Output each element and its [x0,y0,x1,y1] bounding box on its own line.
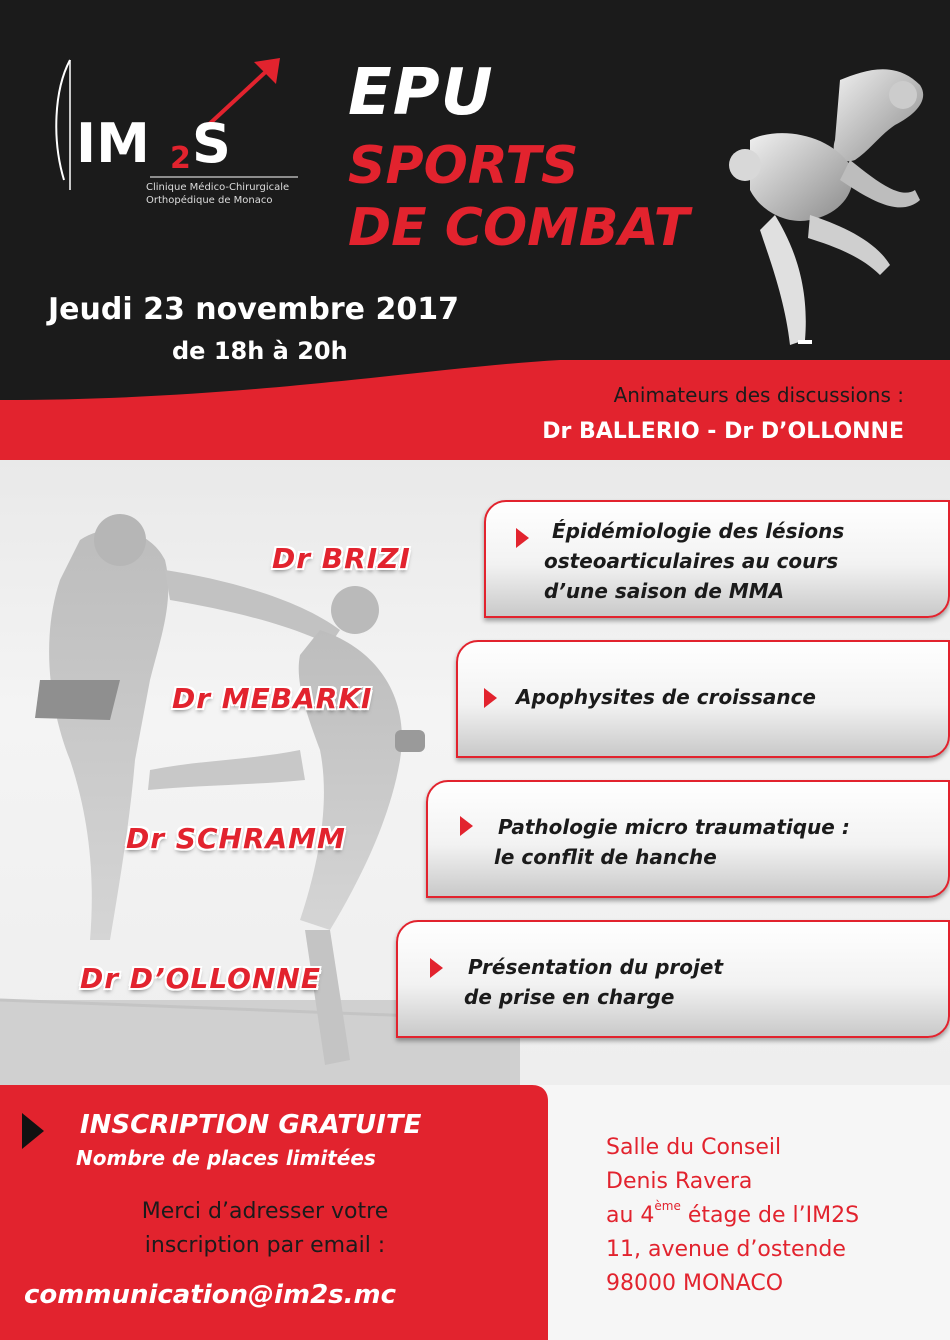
registration-title: INSCRIPTION GRATUITE [80,1110,422,1140]
talk-box-1 [484,500,950,618]
talk-1-line-2: osteoarticulaires au cours [544,549,839,573]
event-subtitle-2: DE COMBAT [348,198,690,258]
instruction-line-2: inscription par email : [144,1233,386,1258]
registration-subtitle: Nombre de places limitées [76,1146,376,1170]
venue-line-2: Denis Ravera [606,1169,753,1194]
venue-floor-suffix: étage de l’IM2S [680,1203,860,1228]
speaker-dollonne: Dr D’OLLONNE [80,962,321,995]
venue-line-1: Salle du Conseil [606,1135,782,1160]
event-time: de 18h à 20h [172,337,348,365]
talk-3-line-2: le conflit de hanche [494,845,717,869]
triangle-bullet-icon [484,688,497,708]
talk-2-line-1: Apophysites de croissance [516,685,816,709]
event-title: EPU [348,56,494,130]
speaker-schramm: Dr SCHRAMM [126,822,346,855]
moderators-label: Animateurs des discussions : [613,383,904,407]
event-subtitle-1: SPORTS [348,136,579,196]
svg-text:IM: IM [76,112,150,175]
svg-text:2: 2 [170,141,191,176]
svg-text:S: S [192,112,231,175]
talk-4-line-2: de prise en charge [464,985,675,1009]
venue-line-3 [606,1199,859,1233]
program-section [0,460,950,1085]
instruction-line-1: Merci d’adresser votre [141,1199,389,1224]
triangle-bullet-icon [460,816,473,836]
judo-throw-image [690,40,950,370]
speaker-mebarki: Dr MEBARKI [172,682,373,715]
venue-floor-sup: ème [654,1199,681,1213]
talk-3-line-1: Pathologie micro traumatique : [498,815,850,839]
registration-instruction [60,1195,470,1263]
talk-4-line-1: Présentation du projet [468,955,724,979]
venue-line-5: 98000 MONACO [606,1271,784,1296]
registration-email-link[interactable]: communication@im2s.mc [24,1280,397,1310]
triangle-bullet-icon [516,528,529,548]
triangle-bullet-icon [430,958,443,978]
talk-box-2 [456,640,950,758]
header-section [0,0,950,460]
talk-1-line-3: d’une saison de MMA [544,579,785,603]
talk-1-line-1: Épidémiologie des lésions [552,519,845,543]
venue-floor-prefix: au 4 [606,1203,655,1228]
venue-address [606,1131,859,1301]
talk-box-3 [426,780,950,898]
event-date: Jeudi 23 novembre 2017 [48,292,459,327]
venue-line-4: 11, avenue d’ostende [606,1237,846,1262]
talk-box-4 [396,920,950,1038]
moderators-names: Dr BALLERIO - Dr D’OLLONNE [542,419,904,444]
logo-subtitle-2: Orthopédique de Monaco [146,195,273,206]
speaker-brizi: Dr BRIZI [272,542,411,575]
footer-section [0,1085,950,1340]
triangle-bullet-icon [22,1113,44,1149]
logo-subtitle-1: Clinique Médico-Chirurgicale [146,182,290,193]
im2s-logo [40,50,310,220]
